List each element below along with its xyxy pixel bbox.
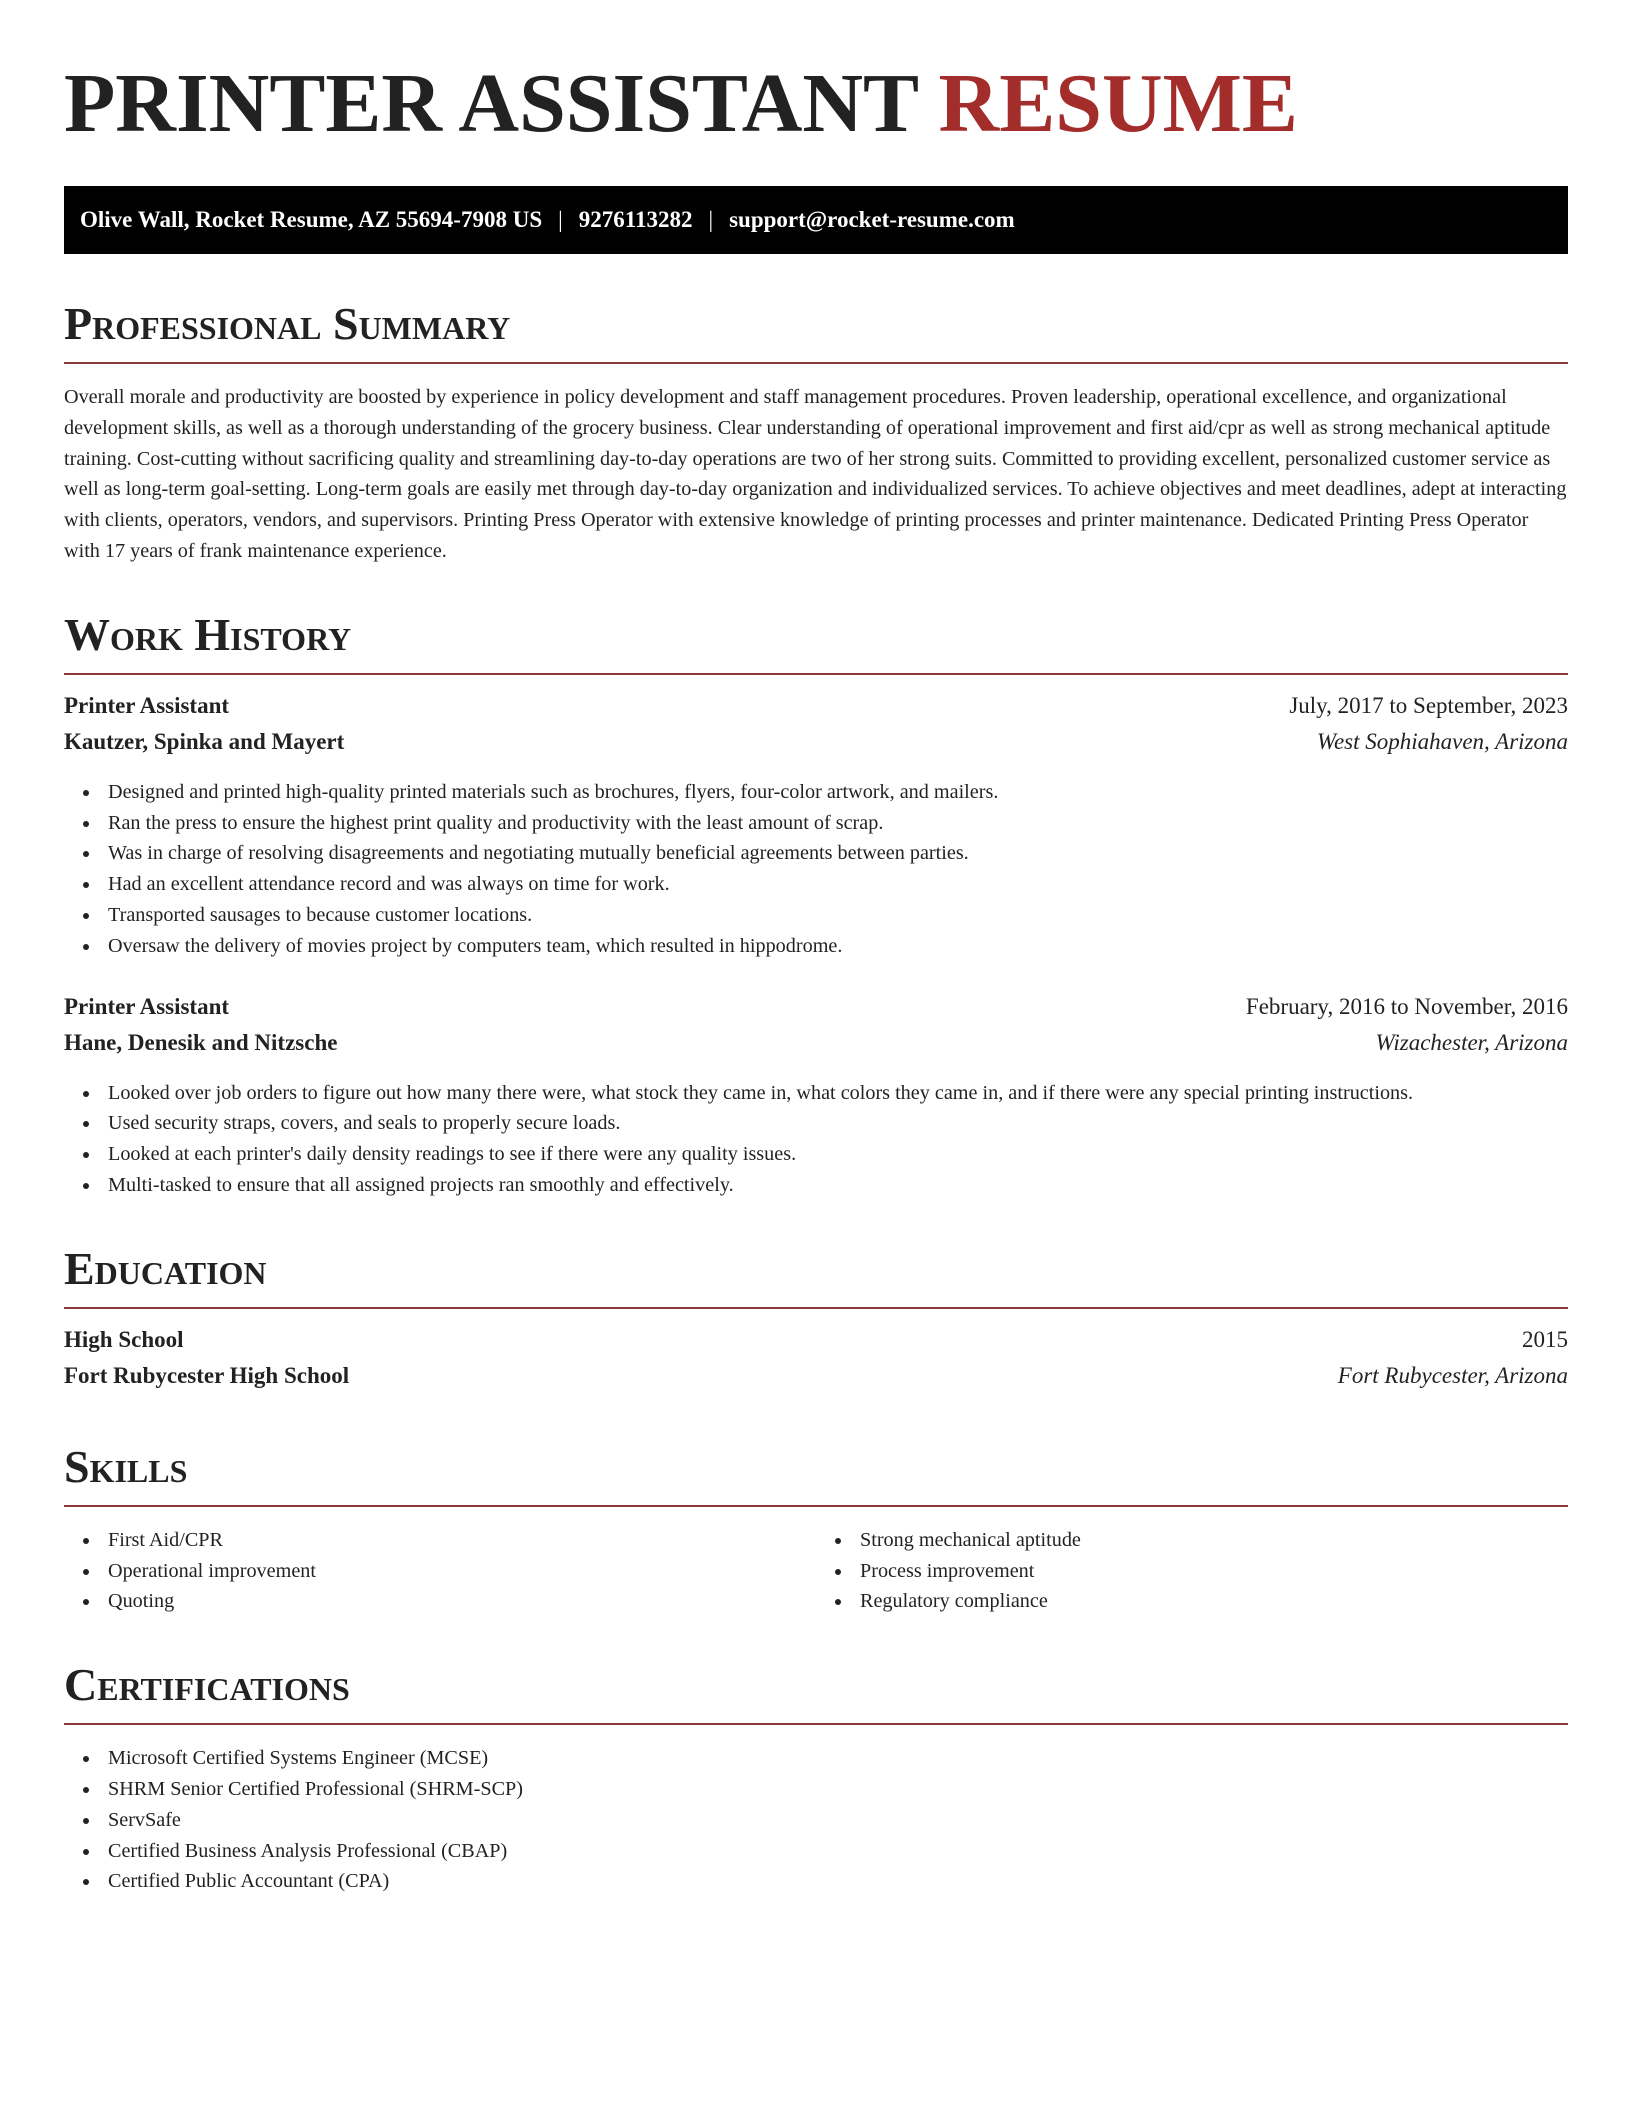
education-section bbox=[64, 1243, 1568, 1399]
education-school-row bbox=[64, 1363, 1568, 1399]
contact-bar bbox=[64, 186, 1568, 254]
job-entry bbox=[64, 693, 1568, 962]
job-dates: July, 2017 to September, 2023 bbox=[1289, 692, 1568, 718]
summary-section bbox=[64, 298, 1568, 567]
skills-grid bbox=[64, 1525, 1568, 1617]
list-item: ServSafe bbox=[108, 1805, 1568, 1836]
title-accent: RESUME bbox=[938, 57, 1298, 150]
job-company: Kautzer, Spinka and Mayert bbox=[64, 728, 345, 754]
job-entry bbox=[64, 994, 1568, 1201]
list-item: Designed and printed high-quality printed materials such as brochures, flyers, four-color artwork, and mailers. bbox=[108, 777, 1568, 808]
education-location: Fort Rubycester, Arizona bbox=[1337, 1362, 1568, 1388]
list-item: Regulatory compliance bbox=[860, 1586, 1568, 1617]
section-divider bbox=[64, 1307, 1568, 1309]
section-divider bbox=[64, 673, 1568, 675]
skills-heading: Skills bbox=[64, 1440, 188, 1492]
summary-heading: Professional Summary bbox=[64, 298, 511, 349]
summary-text: Overall morale and productivity are boosted by experience in policy development and staff management procedures. Proven leadership, operational excellence, and organizational development skills, as well as a thorough understanding of the grocery business. Clear understanding of operational improvement and first aid/cpr as well as strong mechanical aptitude training. Cost-cutting without sacrificing quality and streamlining day-to-day operations are two of her strong suits. Committed to providing excellent, personalized customer service as well as long-term goal-setting. Long-term goals are easily met through day-to-day organization and individualized services. To achieve objectives and meet deadlines, adept at interacting with clients, operators, vendors, and supervisors. Printing Press Operator with extensive knowledge of printing processes and printer maintenance. Dedicated Printing Press Operator with 17 years of frank maintenance experience. bbox=[64, 386, 1567, 562]
list-item: Oversaw the delivery of movies project by computers team, which resulted in hippodrome. bbox=[108, 931, 1568, 962]
list-item: Certified Public Accountant (CPA) bbox=[108, 1866, 1568, 1897]
list-item: Transported sausages to because customer locations. bbox=[108, 900, 1568, 931]
list-item: Operational improvement bbox=[108, 1556, 816, 1587]
education-year: 2015 bbox=[1522, 1326, 1568, 1352]
contact-separator: | bbox=[558, 207, 563, 232]
job-title: Printer Assistant bbox=[64, 993, 230, 1019]
skills-column-left bbox=[64, 1525, 816, 1617]
list-item: SHRM Senior Certified Professional (SHRM-SCP) bbox=[108, 1774, 1568, 1805]
job-title: Printer Assistant bbox=[64, 692, 230, 718]
job-bullets bbox=[64, 777, 1568, 962]
contact-separator: | bbox=[708, 207, 714, 232]
education-school: Fort Rubycester High School bbox=[64, 1362, 350, 1388]
certifications-section bbox=[64, 1659, 1568, 1897]
list-item: Had an excellent attendance record and was always on time for work. bbox=[108, 869, 1568, 900]
section-divider bbox=[64, 362, 1568, 364]
education-degree: High School bbox=[64, 1326, 184, 1352]
education-header-row bbox=[64, 1327, 1568, 1363]
section-divider bbox=[64, 1505, 1568, 1507]
job-company: Hane, Denesik and Nitzsche bbox=[64, 1029, 338, 1055]
list-item: Used security straps, covers, and seals to properly secure loads. bbox=[108, 1108, 1568, 1139]
job-dates: February, 2016 to November, 2016 bbox=[1245, 993, 1568, 1019]
list-item: First Aid/CPR bbox=[108, 1525, 816, 1556]
job-location: West Sophiahaven, Arizona bbox=[1316, 728, 1568, 754]
list-item: Process improvement bbox=[860, 1556, 1568, 1587]
list-item: Certified Business Analysis Professional (CBAP) bbox=[108, 1836, 1568, 1867]
list-item: Quoting bbox=[108, 1586, 816, 1617]
work-history-section bbox=[64, 609, 1568, 1201]
certifications-heading: Certifications bbox=[64, 1659, 350, 1711]
contact-address: Olive Wall, Rocket Resume, AZ 55694-7908 US bbox=[80, 207, 543, 232]
job-header-row bbox=[64, 693, 1568, 729]
list-item: Looked over job orders to figure out how many there were, what stock they came in, what colors they came in, and if there were any special printing instructions. bbox=[108, 1078, 1568, 1109]
certifications-list bbox=[64, 1743, 1568, 1897]
section-divider bbox=[64, 1723, 1568, 1725]
contact-email: support@rocket-resume.com bbox=[729, 207, 1015, 232]
title-main: PRINTER ASSISTANT bbox=[64, 57, 918, 150]
job-company-row bbox=[64, 1030, 1568, 1066]
job-company-row bbox=[64, 729, 1568, 765]
education-heading: Education bbox=[64, 1242, 267, 1294]
list-item: Multi-tasked to ensure that all assigned projects ran smoothly and effectively. bbox=[108, 1170, 1568, 1201]
list-item: Was in charge of resolving disagreements and negotiating mutually beneficial agreements between parties. bbox=[108, 838, 1568, 869]
list-item: Ran the press to ensure the highest print quality and productivity with the least amount of scrap. bbox=[108, 808, 1568, 839]
job-bullets bbox=[64, 1078, 1568, 1201]
contact-phone: 9276113282 bbox=[578, 207, 693, 232]
resume-title bbox=[64, 56, 1568, 152]
job-location: Wizachester, Arizona bbox=[1375, 1029, 1568, 1055]
list-item: Looked at each printer's daily density readings to see if there were any quality issues. bbox=[108, 1139, 1568, 1170]
list-item: Microsoft Certified Systems Engineer (MCSE) bbox=[108, 1743, 1568, 1774]
skills-list-right bbox=[816, 1525, 1568, 1617]
list-item: Strong mechanical aptitude bbox=[860, 1525, 1568, 1556]
skills-column-right bbox=[816, 1525, 1568, 1617]
skills-section bbox=[64, 1441, 1568, 1617]
skills-list-left bbox=[64, 1525, 816, 1617]
work-history-heading: Work History bbox=[64, 608, 352, 660]
job-header-row bbox=[64, 994, 1568, 1030]
